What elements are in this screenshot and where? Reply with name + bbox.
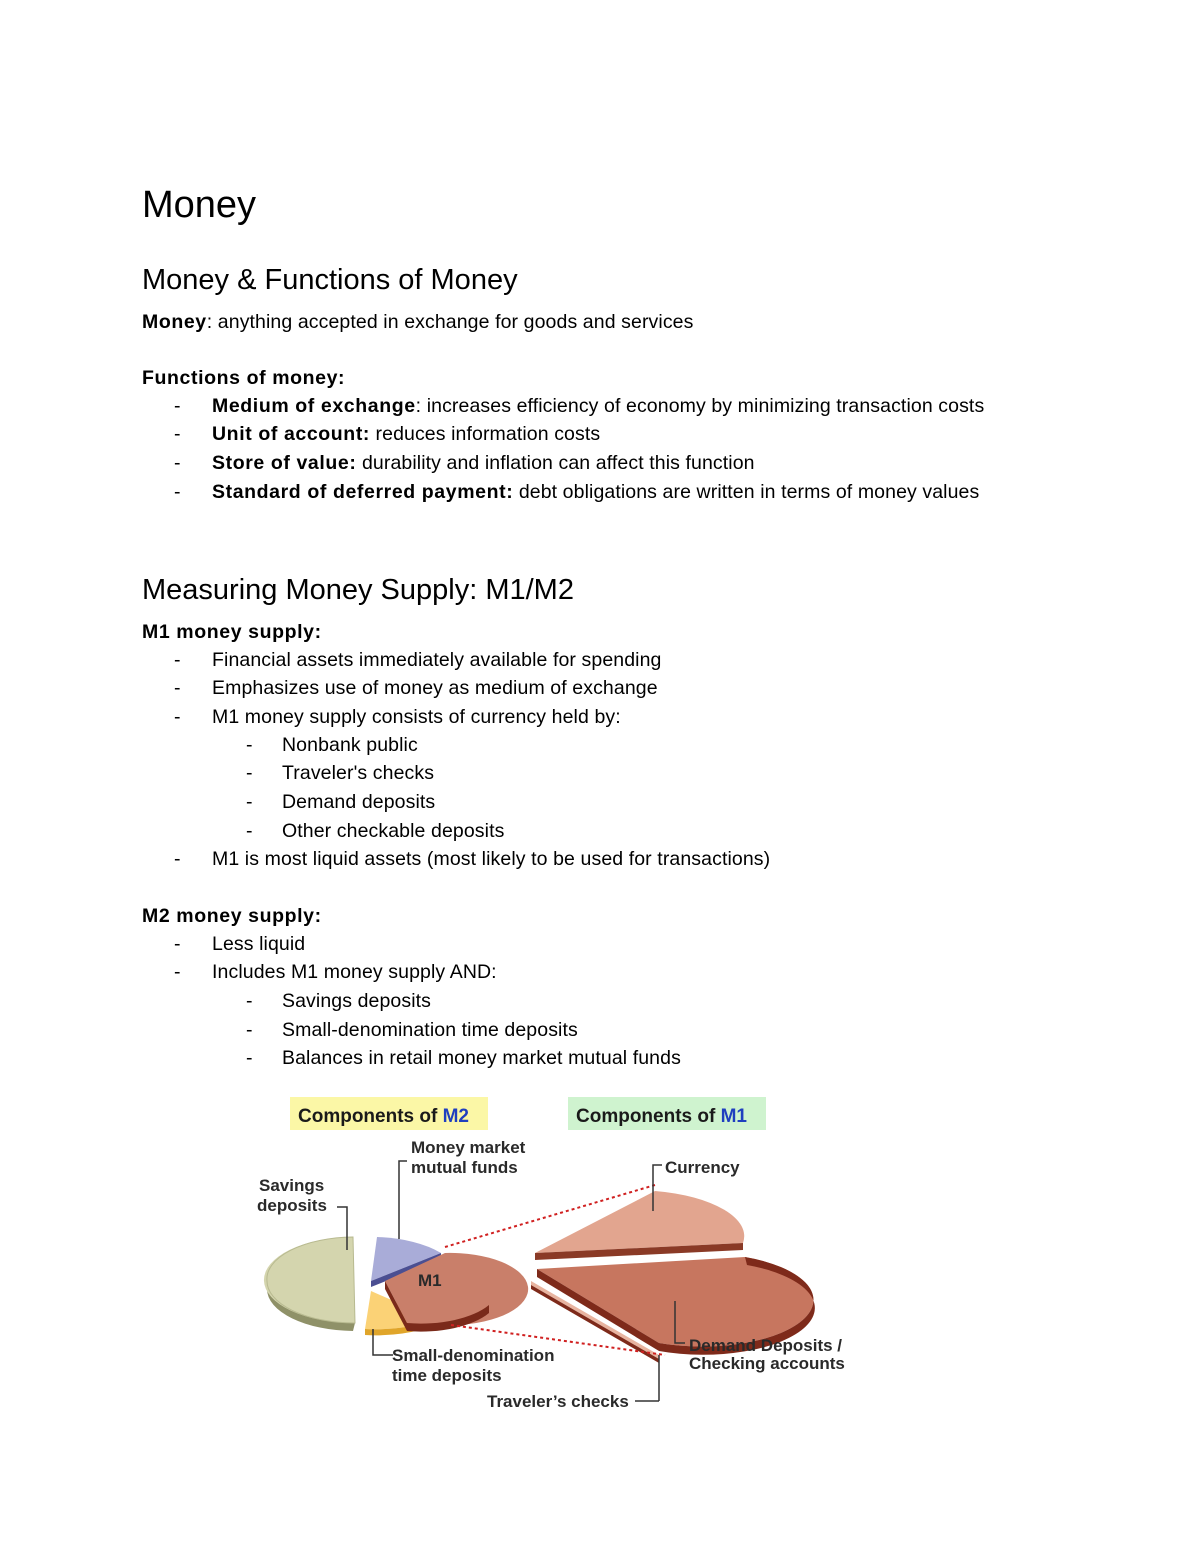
m2-subitem: Savings deposits xyxy=(282,990,432,1012)
list-dash: - xyxy=(246,1019,253,1041)
function-text: : increases efficiency of economy by minimizing transaction costs xyxy=(415,395,985,417)
m1-item: M1 money supply consists of currency held by: xyxy=(212,706,621,728)
m2-label-text: M2 money supply: xyxy=(142,905,322,927)
list-dash: - xyxy=(246,820,253,842)
money-market-label-line1: Money market xyxy=(411,1138,526,1157)
list-dash: - xyxy=(174,706,181,728)
money-market-label-line2: mutual funds xyxy=(411,1158,518,1177)
money-definition xyxy=(142,310,693,334)
m1-subitem: Other checkable deposits xyxy=(282,820,505,842)
function-text: reduces information costs xyxy=(370,423,601,445)
page-title: Money xyxy=(142,184,257,226)
m2-header: Components of M2 xyxy=(298,1106,470,1127)
currency-slice xyxy=(535,1191,744,1260)
list-dash: - xyxy=(246,1047,253,1069)
money-supply-components-diagram xyxy=(255,1093,865,1423)
m2-label xyxy=(142,904,322,928)
savings-label-line2: deposits xyxy=(257,1196,327,1215)
function-term: Unit of account: xyxy=(212,423,371,445)
currency-label: Currency xyxy=(665,1158,740,1177)
definition-text: : anything accepted in exchange for goods and services xyxy=(206,311,694,333)
function-item xyxy=(212,394,984,418)
section-heading-money-supply: Measuring Money Supply: M1/M2 xyxy=(142,574,574,606)
list-dash: - xyxy=(174,933,181,955)
list-dash: - xyxy=(174,423,181,445)
functions-label-text: Functions of money: xyxy=(142,367,346,389)
m1-subitem: Traveler's checks xyxy=(282,762,435,784)
function-text: debt obligations are written in terms of money values xyxy=(513,481,980,503)
demand-deposits-label-line1: Demand Deposits / xyxy=(689,1336,843,1355)
m1-slice-label: M1 xyxy=(418,1271,442,1290)
list-dash: - xyxy=(246,762,253,784)
small-denomination-label-line1: Small-denomination xyxy=(392,1346,555,1365)
m1-subitem: Nonbank public xyxy=(282,734,418,756)
small-denomination-label-line2: time deposits xyxy=(392,1366,502,1385)
function-term: Store of value: xyxy=(212,452,357,474)
savings-label-line1: Savings xyxy=(259,1176,325,1195)
function-term: Standard of deferred payment: xyxy=(212,481,514,503)
list-dash: - xyxy=(246,791,253,813)
m1-label-text: M1 money supply: xyxy=(142,621,322,643)
function-item xyxy=(212,451,755,475)
function-term: Medium of exchange xyxy=(212,395,416,417)
demand-deposits-label-line2: Checking accounts xyxy=(689,1354,845,1373)
list-dash: - xyxy=(174,961,181,983)
list-dash: - xyxy=(246,990,253,1012)
m1-header: Components of M1 xyxy=(576,1106,748,1127)
list-dash: - xyxy=(246,734,253,756)
list-dash: - xyxy=(174,848,181,870)
m1-item: M1 is most liquid assets (most likely to be used for transactions) xyxy=(212,848,771,870)
m1-item: Emphasizes use of money as medium of exchange xyxy=(212,677,658,699)
m2-item: Less liquid xyxy=(212,933,306,955)
savings-deposits-slice xyxy=(264,1237,355,1331)
m1-subitem: Demand deposits xyxy=(282,791,436,813)
m1-label xyxy=(142,620,322,644)
list-dash: - xyxy=(174,649,181,671)
m2-subitem: Small-denomination time deposits xyxy=(282,1019,578,1041)
section-heading-functions: Money & Functions of Money xyxy=(142,264,518,296)
list-dash: - xyxy=(174,395,181,417)
list-dash: - xyxy=(174,677,181,699)
definition-term: Money xyxy=(142,311,207,333)
functions-label xyxy=(142,366,345,390)
travelers-checks-label: Traveler’s checks xyxy=(487,1392,629,1411)
list-dash: - xyxy=(174,481,181,503)
function-text: durability and inflation can affect this function xyxy=(356,452,755,474)
m2-item: Includes M1 money supply AND: xyxy=(212,961,497,983)
m1-item: Financial assets immediately available for spending xyxy=(212,649,662,671)
m2-subitem: Balances in retail money market mutual funds xyxy=(282,1047,681,1069)
list-dash: - xyxy=(174,452,181,474)
function-item xyxy=(212,480,979,504)
function-item xyxy=(212,422,600,446)
